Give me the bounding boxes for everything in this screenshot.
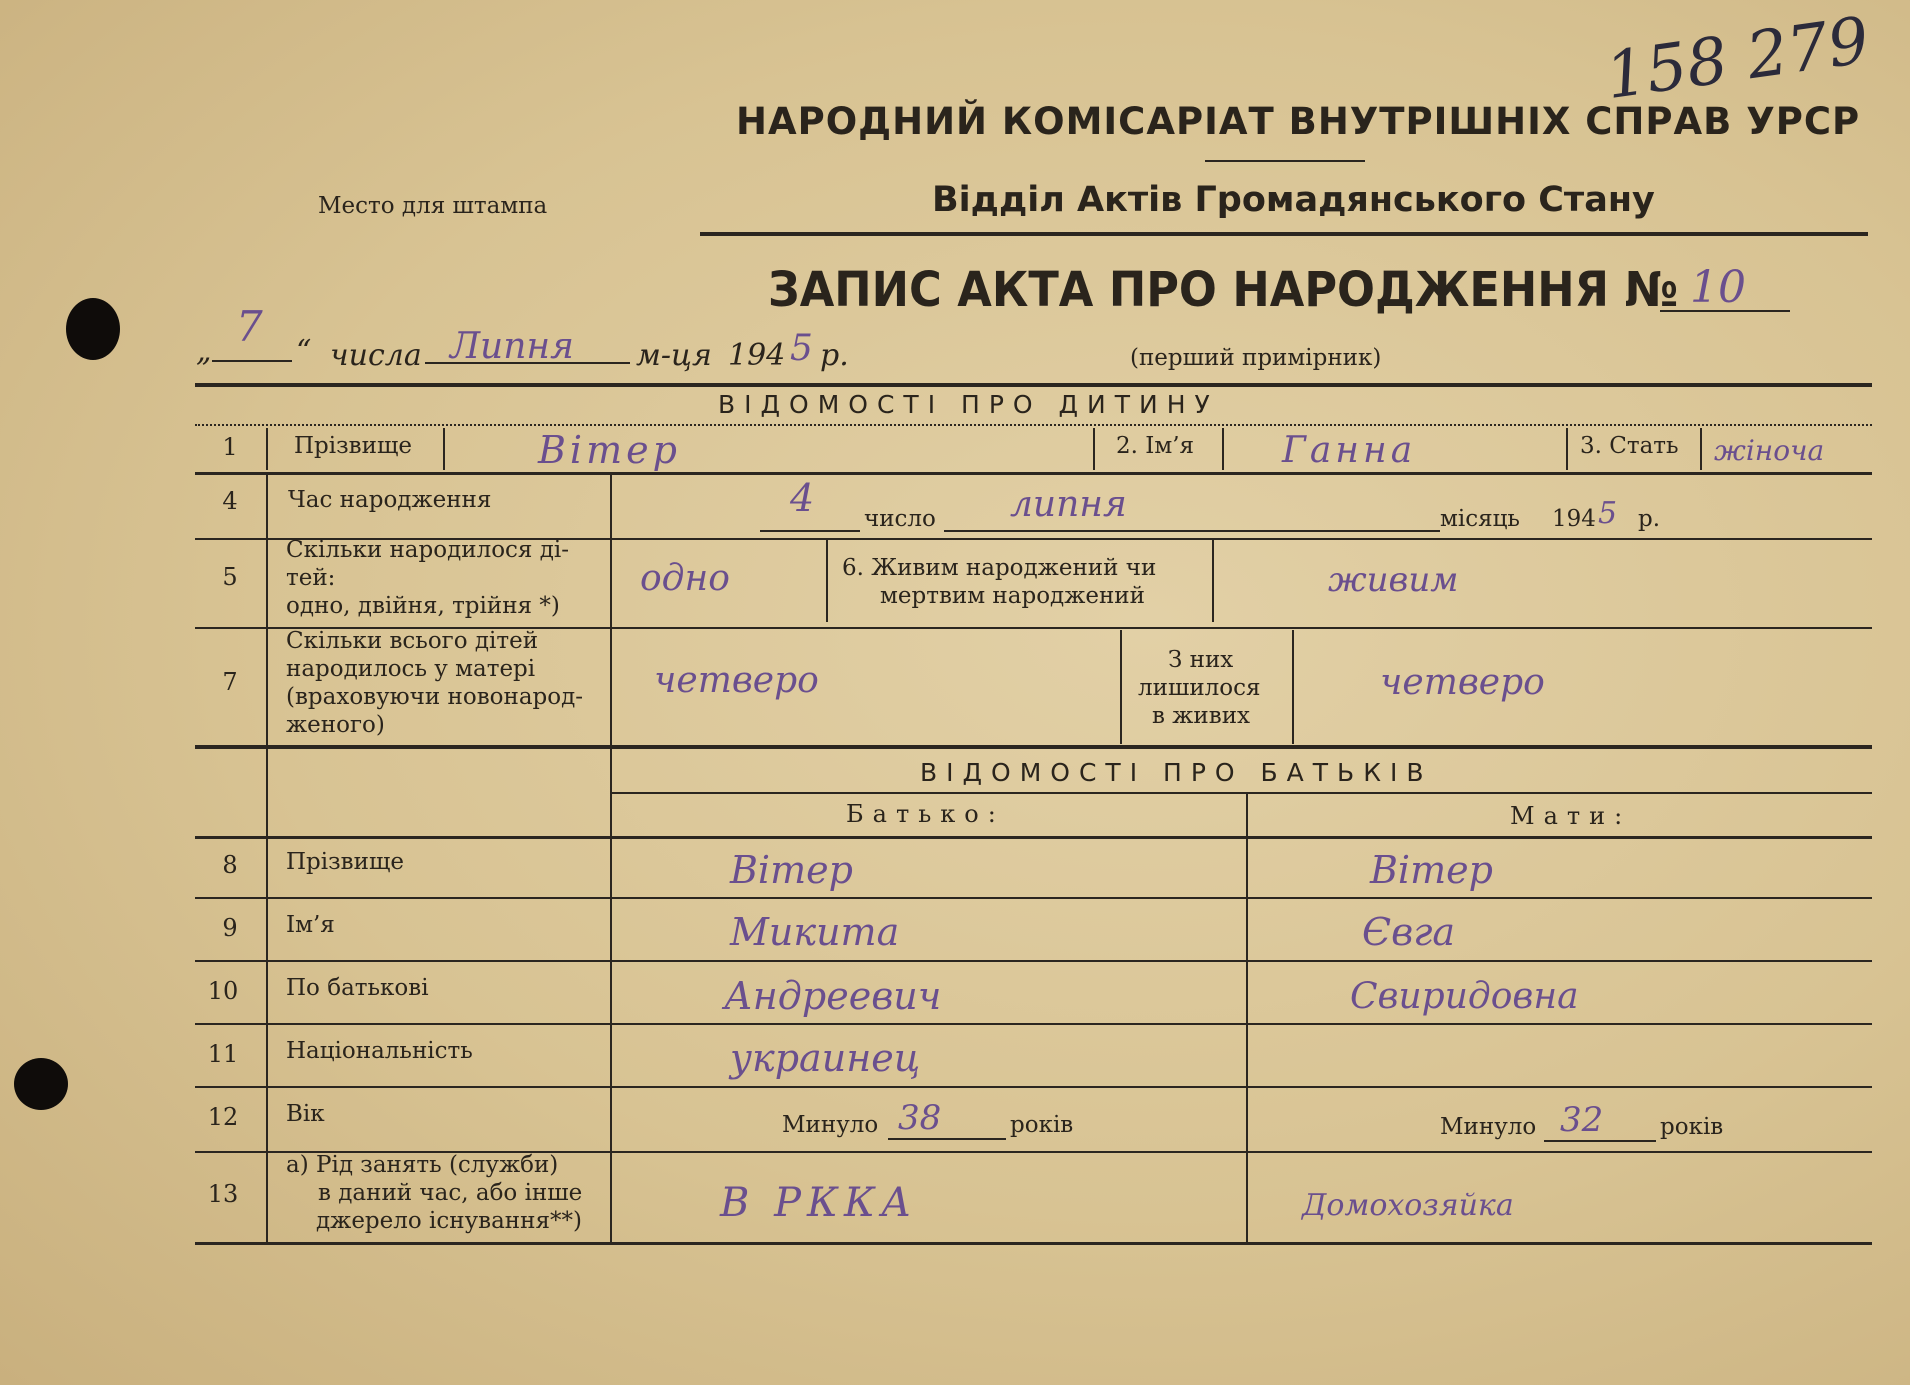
live-birth-label-1: 6. Живим народжений чи: [842, 555, 1157, 581]
row-number-10: 10: [207, 977, 239, 1005]
row10-bottom-rule: [195, 1023, 1872, 1025]
row1-divider-f: [1700, 428, 1702, 470]
record-number: 10: [1690, 262, 1746, 313]
parents-title-rule: [610, 792, 1872, 794]
row1-bottom-rule: [195, 472, 1872, 475]
stamp-place-label: Место для штампа: [318, 193, 548, 219]
alive-label-3: в живих: [1152, 703, 1250, 729]
birth-time-label: Час народження: [288, 487, 492, 513]
parents-section-title: ВІДОМОСТІ ПРО БАТЬКІВ: [920, 758, 1433, 787]
registration-month: Липня: [450, 326, 574, 367]
date-close-quote: “: [296, 334, 312, 369]
mother-age-prefix: Минуло: [1440, 1114, 1537, 1140]
row9-bottom-rule: [195, 960, 1872, 962]
live-birth-label-2: мертвим народжений: [880, 583, 1145, 609]
birth-day-word: число: [864, 506, 936, 532]
birth-day-underline: [760, 530, 860, 532]
child-section-top-rule: [195, 383, 1872, 387]
child-section-title: ВІДОМОСТІ ПРО ДИТИНУ: [718, 390, 1219, 419]
row-number-11: 11: [207, 1040, 239, 1068]
record-title: ЗАПИС АКТА ПРО НАРОДЖЕННЯ №: [768, 262, 1679, 318]
registration-day: 7: [236, 302, 263, 351]
child-surname: Вітер: [538, 428, 681, 472]
alive-label-1: З них: [1168, 647, 1234, 673]
copy-note: (перший примірник): [1130, 345, 1382, 371]
row11-bottom-rule: [195, 1086, 1872, 1088]
header-divider-short: [1205, 160, 1365, 162]
alive-value: четверо: [1380, 662, 1545, 703]
row5-divider-a: [826, 540, 828, 622]
father-surname: Вітер: [730, 848, 853, 892]
father-age-underline: [888, 1138, 1006, 1140]
day-label: числа: [330, 338, 422, 373]
total-children-label-2: народилось у матері: [286, 656, 536, 682]
child-sex-label: 3. Стать: [1580, 433, 1679, 459]
row1-divider-e: [1566, 428, 1568, 470]
children-born-value: одно: [640, 558, 730, 599]
row5-divider-b: [1212, 540, 1214, 622]
parents-section-bottom-rule: [195, 1242, 1872, 1245]
alive-label-2: лишилося: [1138, 675, 1261, 701]
total-children-label-4: женого): [286, 712, 385, 738]
header-rule: [700, 232, 1868, 236]
row-number-4: 4: [222, 487, 238, 515]
row-number-12: 12: [207, 1103, 239, 1131]
department-title: Відділ Актів Громадянського Стану: [932, 180, 1655, 220]
total-children-label-1: Скільки всього дітей: [286, 628, 539, 654]
row-number-13: 13: [207, 1180, 239, 1208]
birth-month-word: місяць: [1440, 506, 1520, 532]
child-name: Ганна: [1282, 430, 1417, 471]
father-age-suffix: років: [1010, 1112, 1074, 1138]
row-number-9: 9: [222, 914, 238, 942]
father-name: Микита: [730, 910, 900, 954]
children-born-label-2: тей:: [286, 565, 336, 591]
month-label: м-ця: [636, 338, 712, 373]
children-born-label-3: одно, двійня, трійня *): [286, 593, 560, 619]
occupation-label-3: джерело існування**): [316, 1208, 582, 1234]
birth-day: 4: [790, 476, 815, 520]
parents-num-divider: [266, 748, 268, 1242]
row-number-8: 8: [222, 851, 238, 879]
father-age-prefix: Минуло: [782, 1112, 879, 1138]
punch-hole-top: [66, 298, 120, 360]
occupation-label-2: в даний час, або інше: [318, 1180, 583, 1206]
child-num-divider: [266, 474, 268, 746]
mother-age-suffix: років: [1660, 1114, 1724, 1140]
mother-surname: Вітер: [1370, 848, 1493, 892]
live-birth-value: живим: [1328, 560, 1459, 600]
child-sex: жіноча: [1714, 434, 1825, 467]
father-nationality: украинец: [730, 1036, 921, 1080]
total-children-value: четверо: [654, 660, 819, 701]
birth-year-prefix: 194: [1552, 506, 1596, 532]
row1-divider-b: [443, 428, 445, 470]
mother-header: Мати:: [1510, 802, 1632, 830]
father-header: Батько:: [846, 800, 1005, 828]
row7-divider-b: [1292, 630, 1294, 744]
row7-divider-a: [1120, 630, 1122, 744]
archive-number: 158 279: [1601, 3, 1874, 115]
record-number-underline: [1660, 310, 1790, 312]
day-underline: [212, 360, 292, 362]
row8-bottom-rule: [195, 897, 1872, 899]
mother-name: Євга: [1362, 910, 1456, 954]
child-title-rule: [195, 424, 1872, 426]
birth-month: липня: [1010, 484, 1127, 525]
birth-year-digit: 5: [1598, 496, 1618, 531]
mother-age: 32: [1560, 1100, 1604, 1140]
month-underline: [425, 362, 630, 364]
row1-divider-c: [1093, 428, 1095, 470]
row-number-5: 5: [222, 563, 238, 591]
birth-year-suffix: р.: [1638, 506, 1661, 532]
parents-father-mother-divider: [1246, 794, 1248, 1242]
year-prefix: 194: [728, 338, 786, 373]
mother-occupation: Домохозяйка: [1302, 1188, 1514, 1223]
parent-surname-label: Прізвище: [286, 849, 404, 875]
parent-patronymic-label: По батькові: [286, 975, 429, 1001]
year-digit: 5: [790, 328, 813, 369]
row1-divider-a: [266, 428, 268, 470]
birth-month-underline: [944, 530, 1440, 532]
row-number-7: 7: [222, 668, 238, 696]
father-age: 38: [898, 1098, 942, 1138]
parents-header-bottom-rule: [195, 836, 1872, 839]
child-surname-label: Прізвище: [294, 433, 412, 459]
mother-patronymic: Свиридовна: [1350, 976, 1579, 1017]
punch-hole-bottom: [14, 1058, 68, 1110]
father-occupation: В РККА: [720, 1180, 918, 1226]
date-open-quote: „: [196, 334, 212, 369]
parents-label-divider: [610, 748, 612, 1242]
row-number-1: 1: [222, 433, 238, 461]
occupation-label-1: а) Рід занять (служби): [286, 1152, 559, 1178]
children-born-label-1: Скільки народилося ді-: [286, 537, 570, 563]
parent-age-label: Вік: [286, 1101, 325, 1127]
parent-nationality-label: Національність: [286, 1038, 473, 1064]
parent-name-label: Ім’я: [286, 912, 335, 938]
child-label-divider: [610, 474, 612, 746]
year-suffix: р.: [820, 338, 849, 373]
ministry-title: НАРОДНИЙ КОМІСАРІАТ ВНУТРІШНІХ СПРАВ УРСР: [736, 100, 1861, 143]
child-name-label: 2. Ім’я: [1116, 433, 1195, 459]
row1-divider-d: [1222, 428, 1224, 470]
total-children-label-3: (враховуючи новонарод-: [286, 684, 584, 710]
mother-age-underline: [1544, 1140, 1656, 1142]
child-section-bottom-rule: [195, 745, 1872, 749]
father-patronymic: Андреевич: [724, 974, 942, 1018]
